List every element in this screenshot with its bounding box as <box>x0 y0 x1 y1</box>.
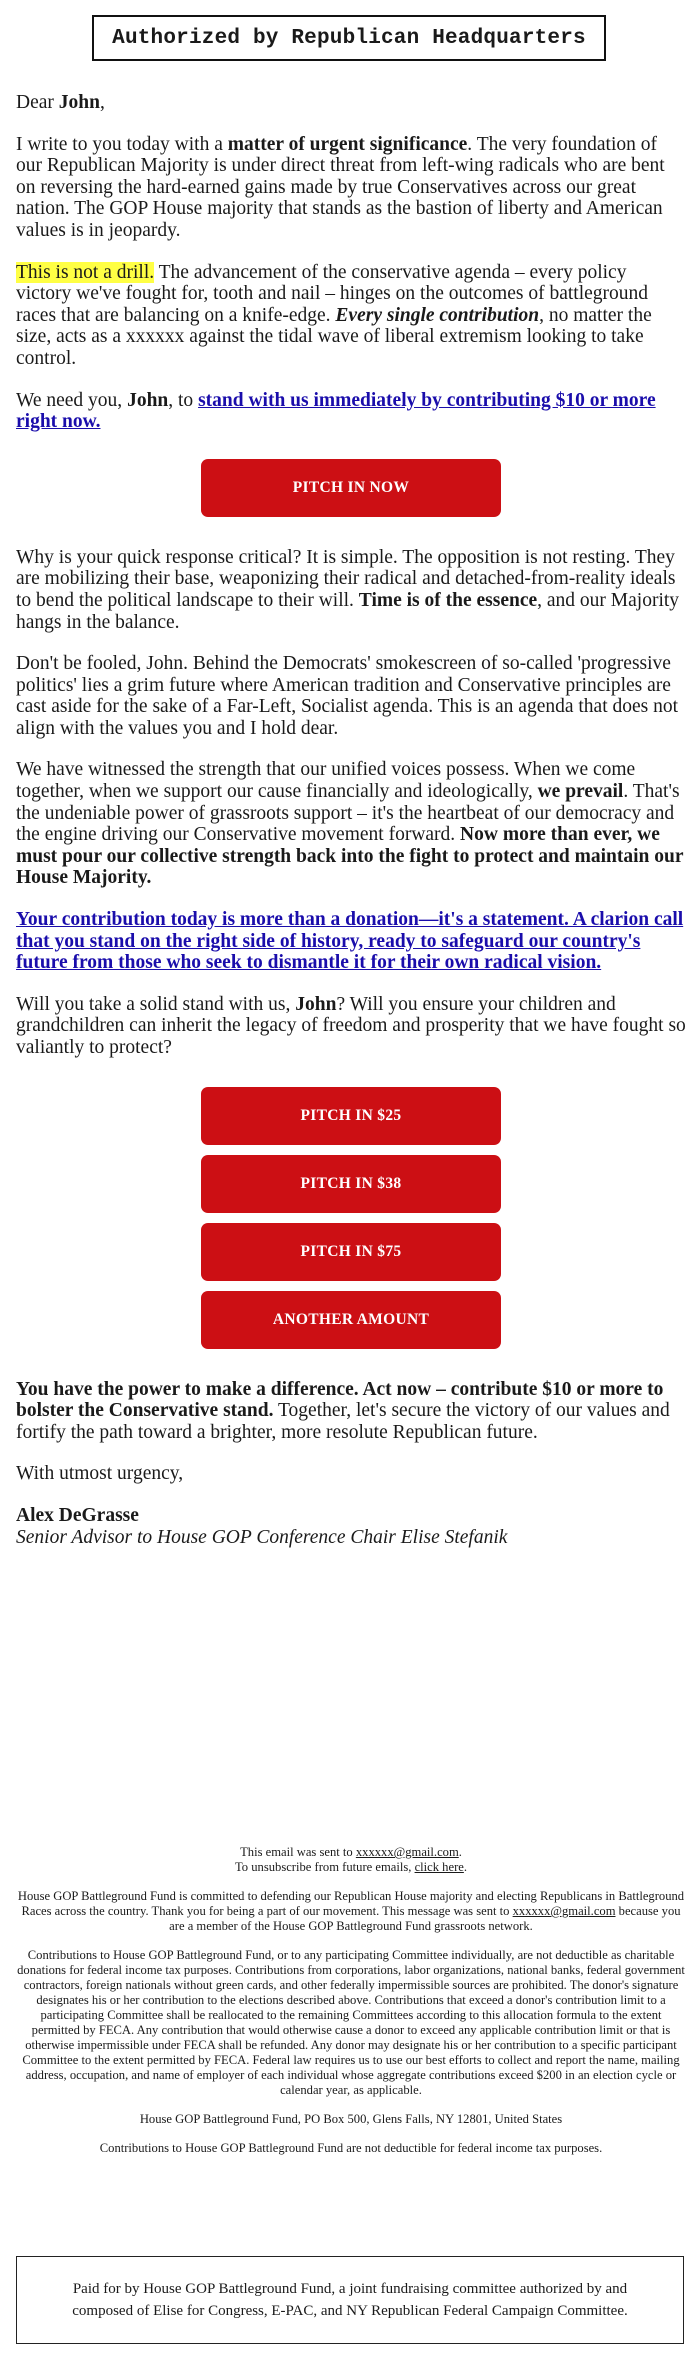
pitch-in-38-button[interactable]: PITCH IN $38 <box>201 1155 501 1213</box>
footer <box>16 1845 686 2170</box>
authorized-text: Authorized by Republican Headquarters <box>112 26 586 50</box>
paragraph-ask: We need you, John, to stand with us immediately by contributing $10 or more right now. <box>16 389 656 433</box>
footer-legal: Contributions to House GOP Battleground Fund, or to any participating Committee individually, are not deductible as charitable donations for federal income tax purposes. Contributions from corporations, labor organizations, national banks, federal government contractors, foreign nationals without green cards, and other federally impermissible sources are prohibited. The donor's signature designates his or her contribution to the elections described above. Contributions that exceed a donor's contribution limit to a participating Committee shall be reallocated to the remaining Committees according to this allocation formula to the extent permitted by FECA. Any contribution that would otherwise cause a donor to exceed any applicable contribution limit or that is otherwise impermissible under FECA shall be refunded. Any donor may designate his or her contribution to a specific participant Committee to the extent permitted by FECA. Federal law requires us to use our best efforts to collect and report the name, mailing address, occupation, and name of employer of each individual whose aggregate contributions exceed $200 in an election cycle or calendar year, as applicable. <box>17 1948 685 2097</box>
paragraph-why-critical: Why is your quick response critical? It is simple. The opposition is not resting. They are mobilizing their base, weaponizing their radical and detached-from-reality ideals to bend the political landscape to their will. Time is of the essence, and our Majority hangs in the balance. <box>16 546 680 633</box>
pitch-in-now-button[interactable]: PITCH IN NOW <box>201 459 501 517</box>
footer-sent-to: This email was sent to xxxxxx@gmail.com. To unsubscribe from future emails, click here. <box>234 1845 468 1874</box>
footer-about: House GOP Battleground Fund is committed to defending our Republican House majority and electing Republicans in Battleground Races across the country. Thank you for being a part of our movement. This message was sent to xxxxxx@gmail.com because you are a member of the House GOP Battleground Fund grassroots network. <box>17 1889 685 1933</box>
footer-about-email-link[interactable]: xxxxxx@gmail.com <box>512 1904 616 1918</box>
paragraph-dont-be-fooled: Don't be fooled, John. Behind the Democrats' smokescreen of so-called 'progressive politics' lies a grim future where American tradition and Conservative principles are cast aside for the sake of a Far-Left, Socialist agenda. This is an agenda that does not align with the values you and I hold dear. <box>16 653 679 739</box>
closing: With utmost urgency, <box>16 1463 184 1485</box>
paid-for-text: Paid for by House GOP Battleground Fund, a joint fundraising committee authorized by and composed of Elise for Congress, E-PAC, and NY Republican Federal Campaign Committee. <box>72 2281 628 2319</box>
paragraph-power: You have the power to make a difference. Act now – contribute $10 or more to bolster the Conservative stand. Together, let's secure the victory of our values and fortify the path toward a brighter, more resolute Republican future. <box>16 1378 670 1443</box>
amount-button-group <box>16 1087 686 1349</box>
paragraph-statement-link <box>16 909 686 974</box>
paid-for-disclaimer <box>16 2256 684 2344</box>
signature-name: Alex DeGrasse <box>16 1504 139 1526</box>
pitch-in-75-button[interactable]: PITCH IN $75 <box>201 1223 501 1281</box>
footer-not-deductible: Contributions to House GOP Battleground Fund are not deductible for federal income tax purposes. <box>99 2141 603 2155</box>
pitch-in-25-button[interactable]: PITCH IN $25 <box>201 1087 501 1145</box>
greeting: Dear John, <box>16 92 105 113</box>
unsubscribe-link[interactable]: click here <box>414 1860 464 1874</box>
statement-link[interactable]: Your contribution today is more than a donation—it's a statement. A clarion call that you stand on the right side of history, ready to safeguard our country's future from those who seek to dismantle it for their own radical vision. <box>16 909 684 974</box>
email-body <box>16 92 686 1568</box>
footer-email-link[interactable]: xxxxxx@gmail.com <box>355 1845 459 1859</box>
paragraph-not-a-drill: This is not a drill. The advancement of the conservative agenda – every policy victory we've fought for, tooth and nail – hinges on the outcomes of battleground races that are balancing on a knife-edge. Every single contribution, no matter the size, acts as a xxxxxx against the tidal wave of liberal extremism looking to take control. <box>16 261 652 369</box>
footer-address: House GOP Battleground Fund, PO Box 500, Glens Falls, NY 12801, United States <box>139 2112 563 2126</box>
authorized-banner <box>92 15 606 61</box>
paragraph-solid-stand: Will you take a solid stand with us, John? Will you ensure your children and grandchildren can inherit the legacy of freedom and prosperity that we have fought so valiantly to protect? <box>16 993 686 1058</box>
recipient-name: John <box>58 92 100 113</box>
another-amount-button[interactable]: ANOTHER AMOUNT <box>201 1291 501 1349</box>
paragraph-unified-voices: We have witnessed the strength that our unified voices possess. When we come together, when we support our cause financially and ideologically, we prevail. That's the undeniable power of grassroots support – it's the heartbeat of our democracy and the engine driving our Conservative movement forward. Now more than ever, we must pour our collective strength back into the fight to protect and maintain our House Majority. <box>16 759 684 889</box>
contribute-link[interactable]: stand with us immediately by contributing $10 or more right now. <box>16 389 656 433</box>
signature-title: Senior Advisor to House GOP Conference Chair Elise Stefanik <box>16 1526 508 1548</box>
signature <box>16 1505 686 1548</box>
highlight-text: This is not a drill. <box>16 261 155 283</box>
paragraph-intro: I write to you today with a matter of urgent significance. The very foundation of our Republican Majority is under direct threat from left-wing radicals who are bent on reversing the hard-earned gains made by true Conservatives across our great nation. The GOP House majority that stands as the bastion of liberty and American values is in jeopardy. <box>16 133 665 241</box>
